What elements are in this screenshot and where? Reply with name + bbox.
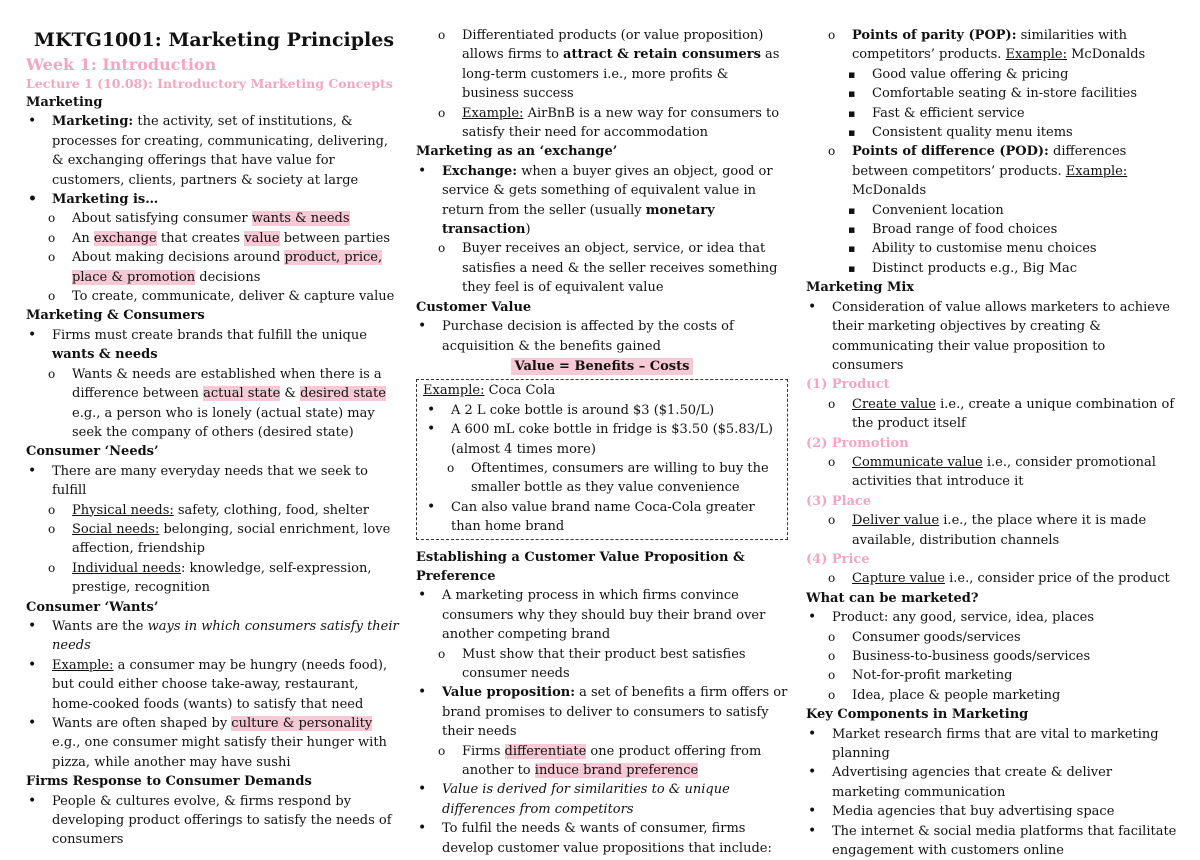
list-item: • Value is derived for similarities to & unique differences from competitors bbox=[416, 780, 788, 819]
differentiation-list bbox=[416, 26, 788, 142]
list-item: • Wants are the ways in which consumers satisfy their needs bbox=[26, 617, 402, 656]
what-list bbox=[806, 608, 1180, 705]
list-item: o Not-for-profit marketing bbox=[806, 666, 1180, 685]
mix-heading-place: (3) Place bbox=[806, 493, 872, 509]
list-item: • Can also value brand name Coca-Cola greater than home brand bbox=[423, 498, 781, 537]
list-item: o Differentiated products (or value proposition) allows firms to attract & retain consumers as long-term customers i.e., more profits & business success bbox=[416, 26, 788, 104]
list-item: o Example: AirBnB is a new way for consumers to satisfy their need for accommodation bbox=[416, 104, 788, 143]
list-item: o Points of difference (POD): differences between competitors’ products. Example: McDonalds bbox=[806, 142, 1180, 200]
list-item: o Idea, place & people marketing bbox=[806, 686, 1180, 705]
list-item: • A 600 mL coke bottle in fridge is $3.50 ($5.83/L) (almost 4 times more) bbox=[423, 420, 781, 459]
week-heading: Week 1: Introduction bbox=[26, 55, 217, 74]
list-item: ▪ Comfortable seating & in-store facilities bbox=[806, 84, 1180, 103]
list-item: o Points of parity (POP): similarities with competitors’ products. Example: McDonalds bbox=[806, 26, 1180, 65]
list-item: ▪ Ability to customise menu choices bbox=[806, 239, 1180, 258]
section-heading-customer-value: Customer Value bbox=[416, 299, 532, 315]
list-item: o Physical needs: safety, clothing, food, shelter bbox=[26, 501, 402, 520]
list-item: o Social needs: belonging, social enrichment, love affection, friendship bbox=[26, 520, 402, 559]
page-title: MKTG1001: Marketing Principles bbox=[33, 29, 395, 51]
list-item: o Wants & needs are established when there is a difference between actual state & desired state e.g., a person who is lonely (actual state) may seek the company of others (desired state) bbox=[26, 365, 402, 443]
list-item: o Consumer goods/services bbox=[806, 628, 1180, 647]
list-item: o Create value i.e., create a unique combination of the product itself bbox=[806, 395, 1180, 434]
lecture-heading: Lecture 1 (10.08): Introductory Marketing Concepts bbox=[26, 76, 393, 91]
list-item: ▪ Consistent quality menu items bbox=[806, 123, 1180, 142]
list-item: • A marketing process in which firms convince consumers why they should buy their brand over another competing brand bbox=[416, 586, 788, 644]
list-item: • Advertising agencies that create & deliver marketing communication bbox=[806, 763, 1180, 802]
value-formula: Value = Benefits – Costs bbox=[416, 357, 788, 376]
list-item: • Example: a consumer may be hungry (needs food), but could either choose take-away, restaurant, home-cooked foods (wants) to satisfy that need bbox=[26, 656, 402, 714]
list-item: • A 2 L coke bottle is around $3 ($1.50/L) bbox=[423, 401, 781, 420]
list-item: • To fulfil the needs & wants of consumer, firms develop customer value propositions that include: bbox=[416, 819, 788, 858]
list-item: o Deliver value i.e., the place where it is made available, distribution channels bbox=[806, 511, 1180, 550]
mix-heading-price: (4) Price bbox=[806, 551, 870, 567]
example-box bbox=[416, 379, 788, 539]
list-item: ▪ Good value offering & pricing bbox=[806, 65, 1180, 84]
key-components-list bbox=[806, 725, 1180, 860]
mix-heading-promotion: (2) Promotion bbox=[806, 435, 909, 451]
exchange-list bbox=[416, 162, 788, 298]
example-box-title: Example: Coca Cola bbox=[423, 383, 556, 399]
list-item: ▪ Broad range of food choices bbox=[806, 220, 1180, 239]
list-item: • Firms must create brands that fulfill the unique wants & needs bbox=[26, 326, 402, 365]
column-3 bbox=[806, 26, 1180, 860]
list-item: o Communicate value i.e., consider promotional activities that introduce it bbox=[806, 453, 1180, 492]
list-item: • Media agencies that buy advertising space bbox=[806, 802, 1180, 821]
section-heading-what-can-be-marketed: What can be marketed? bbox=[806, 590, 979, 606]
list-item: o An exchange that creates value between parties bbox=[26, 229, 402, 248]
list-item: • Consideration of value allows marketers to achieve their marketing objectives by creating & communicating their value proposition to consumers bbox=[806, 298, 1180, 376]
section-heading-firms-response: Firms Response to Consumer Demands bbox=[26, 774, 312, 790]
firms-list bbox=[26, 792, 402, 850]
highlight: wants & needs bbox=[251, 211, 350, 227]
list-item: o About making decisions around product, price, place & promotion decisions bbox=[26, 248, 402, 287]
customer-value-list bbox=[416, 317, 788, 356]
list-item: • Wants are often shaped by culture & personality e.g., one consumer might satisfy their hunger with pizza, while another may have sushi bbox=[26, 714, 402, 772]
list-item: • Exchange: when a buyer gives an object, good or service & gets something of equivalent value in return from the seller (usually monetary transaction) bbox=[416, 162, 788, 240]
needs-list bbox=[26, 462, 402, 598]
section-heading-consumer-needs: Consumer ‘Needs’ bbox=[26, 444, 159, 460]
list-item: • There are many everyday needs that we seek to fulfill bbox=[26, 462, 402, 501]
list-item: • Purchase decision is affected by the costs of acquisition & the benefits gained bbox=[416, 317, 788, 356]
section-heading-marketing-consumers: Marketing & Consumers bbox=[26, 308, 205, 324]
list-item: o Business-to-business goods/services bbox=[806, 647, 1180, 666]
section-heading-key-components: Key Components in Marketing bbox=[806, 707, 1029, 723]
list-item: o Must show that their product best satisfies consumer needs bbox=[416, 645, 788, 684]
section-heading-marketing: Marketing bbox=[26, 95, 103, 110]
list-item: o Individual needs: knowledge, self-expression, prestige, recognition bbox=[26, 559, 402, 598]
marketing-consumers-list bbox=[26, 326, 402, 442]
section-heading-exchange: Marketing as an ‘exchange’ bbox=[416, 144, 618, 160]
list-item: • The internet & social media platforms that facilitate engagement with customers online bbox=[806, 822, 1180, 860]
list-item: o To create, communicate, deliver & capture value bbox=[26, 287, 402, 306]
list-item: • Market research firms that are vital to marketing planning bbox=[806, 725, 1180, 764]
list-item: ▪ Fast & efficient service bbox=[806, 104, 1180, 123]
marketing-list bbox=[26, 112, 402, 306]
list-item: • Marketing: the activity, set of institutions, & processes for creating, communicating, delivering, & exchanging offerings that have value for customers, clients, partners & society at large bbox=[26, 112, 402, 190]
list-item: • Value proposition: a set of benefits a firm offers or brand promises to deliver to consumers to satisfy their needs bbox=[416, 683, 788, 741]
mix-heading-product: (1) Product bbox=[806, 377, 890, 393]
column-2 bbox=[416, 26, 788, 858]
column-1 bbox=[26, 28, 402, 850]
list-item: o Oftentimes, consumers are willing to buy the smaller bottle as they value convenience bbox=[423, 459, 781, 498]
parity-list bbox=[806, 26, 1180, 278]
marketing-mix-list bbox=[806, 298, 1180, 376]
value-proposition-list bbox=[416, 586, 788, 858]
list-item: o Capture value i.e., consider price of the product bbox=[806, 569, 1180, 588]
list-item: ▪ Distinct products e.g., Big Mac bbox=[806, 259, 1180, 278]
list-item: • Marketing is… bbox=[26, 190, 402, 209]
list-item: ▪ Convenient location bbox=[806, 201, 1180, 220]
list-item: o Buyer receives an object, service, or idea that satisfies a need & the seller receives something they feel is of equivalent value bbox=[416, 239, 788, 297]
list-item: • People & cultures evolve, & firms respond by developing product offerings to satisfy the needs of consumers bbox=[26, 792, 402, 850]
section-heading-marketing-mix: Marketing Mix bbox=[806, 280, 915, 296]
section-heading-consumer-wants: Consumer ‘Wants’ bbox=[26, 599, 159, 615]
list-item: o About satisfying consumer wants & needs bbox=[26, 209, 402, 228]
wants-list bbox=[26, 617, 402, 772]
list-item: o Firms differentiate one product offering from another to induce brand preference bbox=[416, 742, 788, 781]
list-item: • Product: any good, service, idea, places bbox=[806, 608, 1180, 627]
section-heading-value-proposition: Establishing a Customer Value Proposition & Preference bbox=[416, 549, 745, 584]
